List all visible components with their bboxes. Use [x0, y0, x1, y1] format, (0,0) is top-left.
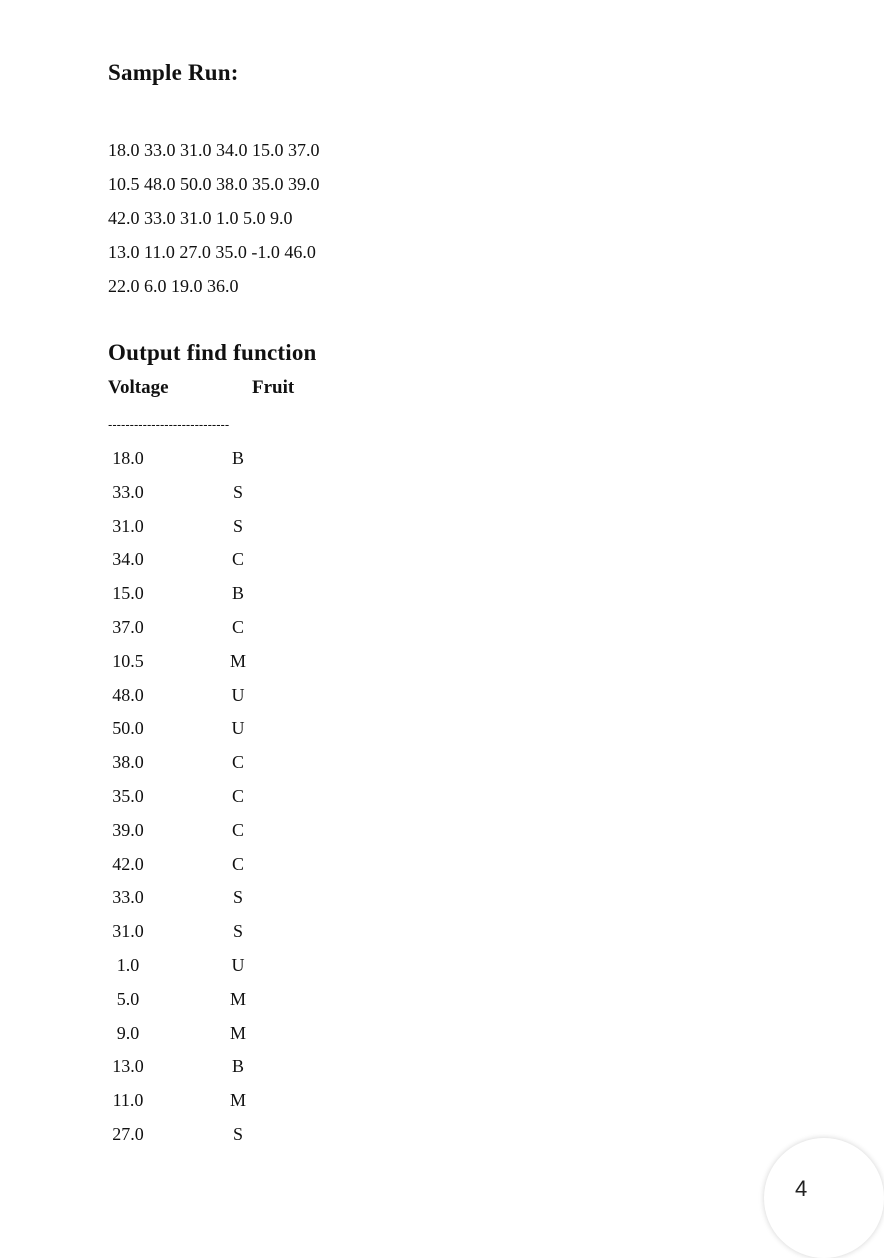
table-row: [108, 1053, 408, 1087]
table-row: [108, 513, 408, 547]
fruit-cell: S: [232, 921, 243, 942]
voltage-cell: 34.0: [112, 549, 144, 570]
sample-run-heading: Sample Run:: [108, 60, 239, 85]
fruit-cell: S: [232, 515, 243, 536]
sample-line: 13.0 11.0 27.0 35.0 -1.0 46.0: [108, 242, 316, 262]
fruit-cell: U: [231, 684, 245, 705]
voltage-cell: 5.0: [116, 988, 140, 1009]
fruit-cell: S: [232, 481, 243, 502]
table-divider: ----------------------------: [108, 417, 230, 432]
fruit-column-header: Fruit: [252, 377, 295, 398]
table-row: [108, 1121, 408, 1155]
voltage-cell: 38.0: [112, 752, 144, 773]
corner-badge-glyph: 4: [795, 1176, 808, 1201]
table-row: [108, 546, 408, 580]
voltage-column-header: Voltage: [108, 377, 169, 398]
voltage-cell: 31.0: [112, 921, 144, 942]
voltage-cell: 37.0: [112, 616, 144, 637]
voltage-cell: 39.0: [112, 819, 144, 840]
fruit-cell: M: [229, 1022, 246, 1043]
sample-line: 22.0 6.0 19.0 36.0: [108, 276, 239, 296]
fruit-cell: M: [229, 1090, 246, 1111]
table-row: [108, 479, 408, 513]
sample-line: 42.0 33.0 31.0 1.0 5.0 9.0: [108, 208, 293, 228]
table-row: [108, 851, 408, 885]
voltage-cell: 35.0: [112, 785, 144, 806]
voltage-cell: 11.0: [112, 1090, 144, 1111]
table-row: [108, 682, 408, 716]
fruit-cell: C: [231, 853, 244, 874]
voltage-cell: 1.0: [116, 954, 140, 975]
output-table: [108, 445, 408, 1155]
sample-line: 10.5 48.0 50.0 38.0 35.0 39.0: [108, 174, 320, 194]
fruit-cell: C: [231, 819, 244, 840]
table-row: [108, 445, 408, 479]
fruit-cell: M: [229, 650, 246, 671]
table-row: [108, 580, 408, 614]
table-row: [108, 817, 408, 851]
fruit-cell: C: [231, 549, 244, 570]
voltage-cell: 15.0: [112, 583, 144, 604]
fruit-cell: C: [231, 785, 244, 806]
fruit-cell: B: [231, 448, 244, 468]
sample-line: 18.0 33.0 31.0 34.0 15.0 37.0: [108, 140, 320, 160]
floating-action-button[interactable]: [764, 1138, 884, 1258]
fruit-cell: U: [231, 718, 245, 739]
table-row: [108, 918, 408, 952]
voltage-cell: 33.0: [112, 481, 144, 502]
voltage-cell: 10.5: [112, 650, 144, 671]
table-row: [108, 749, 408, 783]
table-row: [108, 783, 408, 817]
fruit-cell: S: [232, 887, 243, 908]
table-row: [108, 884, 408, 918]
voltage-cell: 13.0: [112, 1056, 144, 1077]
fruit-cell: B: [231, 1056, 244, 1077]
fruit-cell: S: [232, 1123, 243, 1144]
sample-input-lines: [108, 137, 320, 307]
voltage-cell: 27.0: [112, 1123, 144, 1144]
fruit-cell: C: [231, 616, 244, 637]
output-heading: Output find function: [108, 340, 317, 365]
voltage-cell: 33.0: [112, 887, 144, 908]
voltage-cell: 42.0: [112, 853, 144, 874]
voltage-cell: 48.0: [112, 684, 144, 705]
voltage-cell: 9.0: [116, 1022, 140, 1043]
table-row: [108, 1020, 408, 1054]
table-row: [108, 648, 408, 682]
table-row: [108, 986, 408, 1020]
fruit-cell: M: [229, 988, 246, 1009]
voltage-cell: 50.0: [112, 718, 144, 739]
fruit-cell: C: [231, 752, 244, 773]
voltage-cell: 18.0: [112, 448, 144, 468]
table-row: [108, 614, 408, 648]
table-row: [108, 952, 408, 986]
table-row: [108, 715, 408, 749]
table-row: [108, 1087, 408, 1121]
fruit-cell: B: [231, 583, 244, 604]
voltage-cell: 31.0: [112, 515, 144, 536]
fruit-cell: U: [231, 954, 245, 975]
